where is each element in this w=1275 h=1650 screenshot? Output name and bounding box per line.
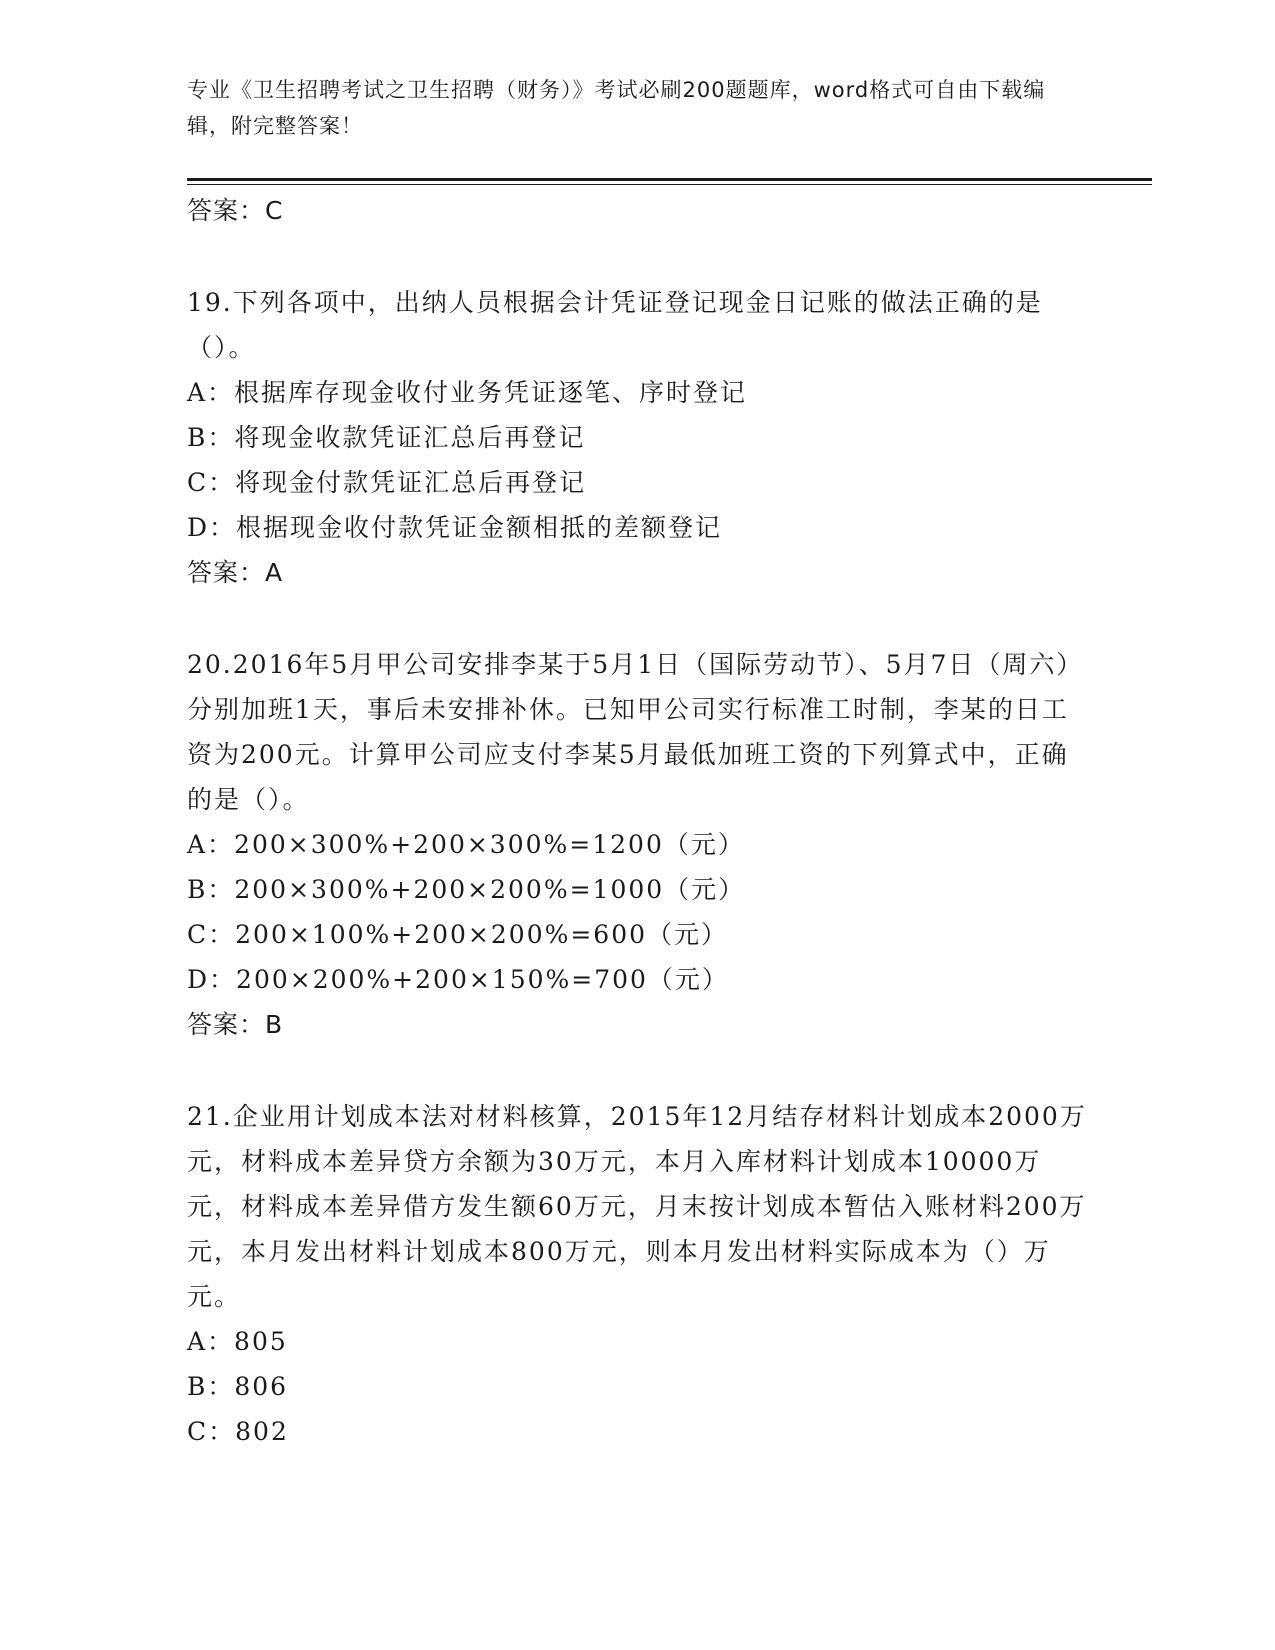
answer-line: 答案：B — [187, 1010, 284, 1039]
option-c: C：200×100%+200×200%=600（元） — [187, 920, 729, 949]
option-b: B：将现金收款凭证汇总后再登记 — [187, 423, 586, 452]
option-c: C：将现金付款凭证汇总后再登记 — [187, 468, 587, 497]
option-a: A：200×300%+200×300%=1200（元） — [187, 830, 745, 859]
option-b: B：200×300%+200×200%=1000（元） — [187, 875, 746, 904]
header-divider-thin — [187, 184, 1152, 185]
question-21 — [187, 1094, 1087, 1454]
question-text: 20.2016年5月甲公司安排李某于5月1日（国际劳动节）、5月7日（周六）分别加班1天，事后未安排补休。已知甲公司实行标准工时制，李某的日工资为200元。计算甲公司应支付李某5月最低加班工资的下列算式中，正确的是（）。 — [187, 650, 1084, 814]
option-a: A：805 — [187, 1327, 288, 1356]
option-b: B：806 — [187, 1372, 289, 1401]
answer-line: 答案：C — [187, 196, 284, 225]
header-note: 专业《卫生招聘考试之卫生招聘（财务）》考试必刷200题题库，word格式可自由下载编辑，附完整答案！ — [187, 78, 1046, 138]
question-20 — [187, 642, 1087, 1048]
document-body — [187, 188, 1087, 1454]
question-text: 19.下列各项中，出纳人员根据会计凭证登记现金日记账的做法正确的是（）。 — [187, 288, 1043, 362]
option-c: C：802 — [187, 1417, 289, 1446]
header-divider-thick — [187, 178, 1152, 181]
option-d: D：200×200%+200×150%=700（元） — [187, 965, 729, 994]
question-text: 21.企业用计划成本法对材料核算，2015年12月结存材料计划成本2000万元，材料成本差异贷方余额为30万元，本月入库材料计划成本10000万元，材料成本差异借方发生额60万元，月末按计划成本暂估入账材料200万元，本月发出材料计划成本800万元，则本月发出材料实际成本为（）万元。 — [187, 1102, 1087, 1311]
option-a: A：根据库存现金收付业务凭证逐笔、序时登记 — [187, 378, 748, 407]
answer-line: 答案：A — [187, 558, 284, 587]
option-d: D：根据现金收付款凭证金额相抵的差额登记 — [187, 513, 723, 542]
question-19 — [187, 280, 1087, 596]
